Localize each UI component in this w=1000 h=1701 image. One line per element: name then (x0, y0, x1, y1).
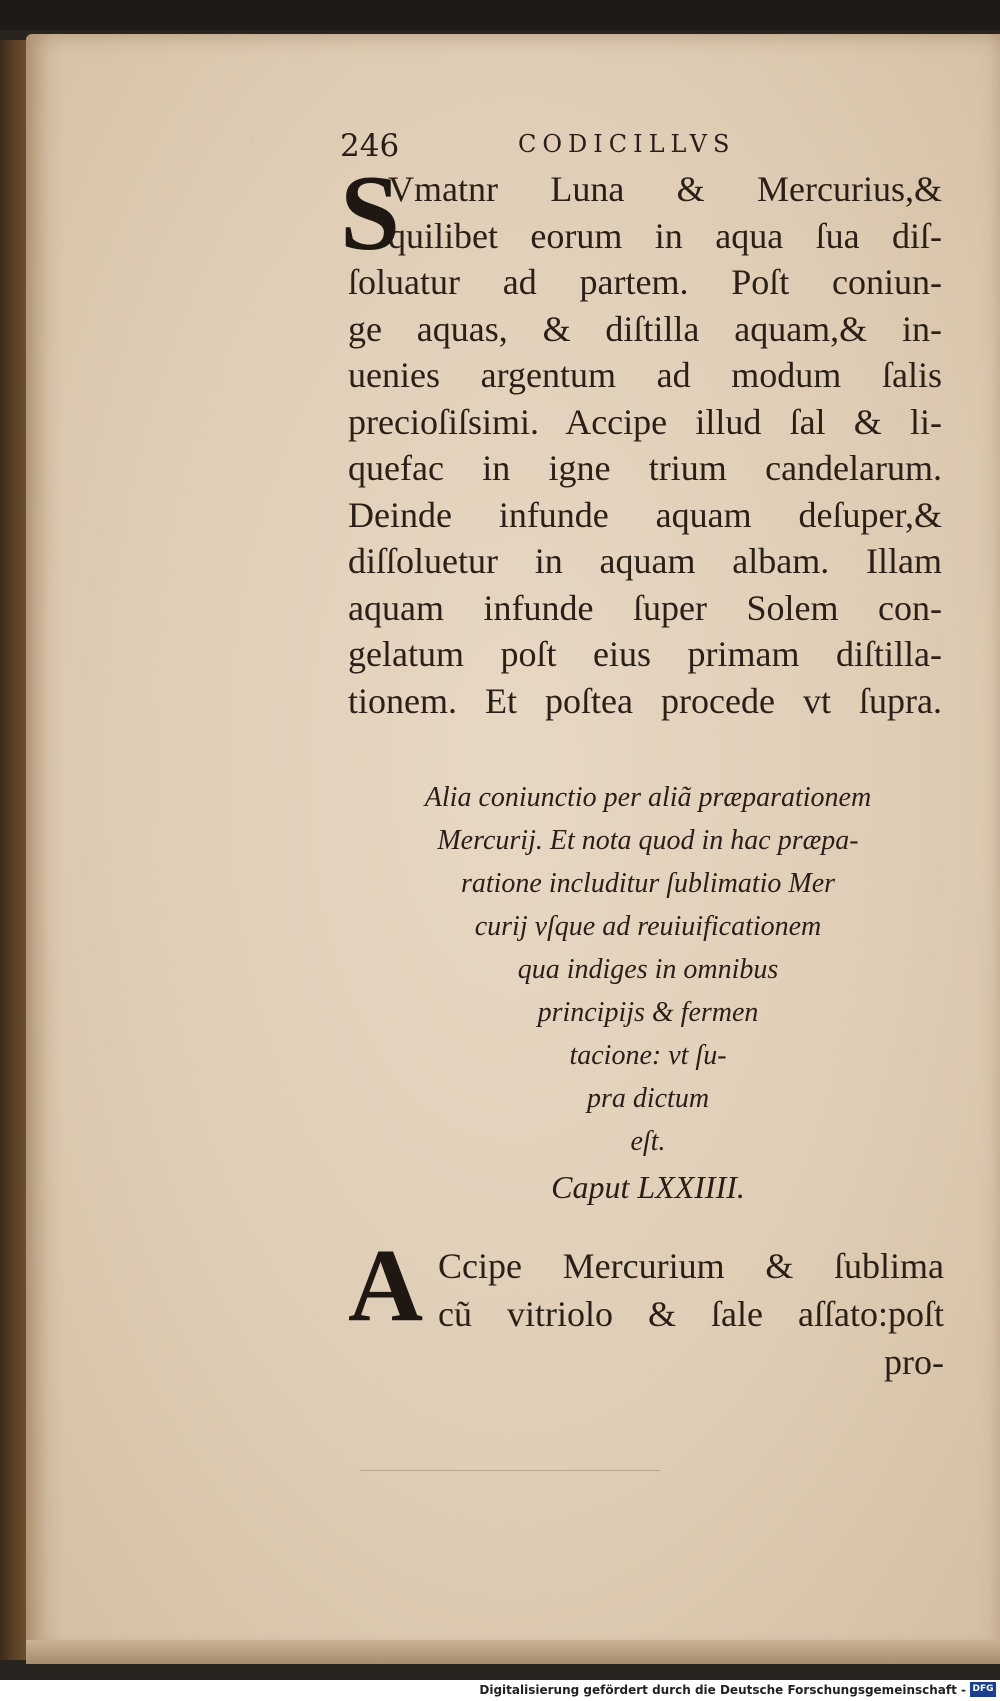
body-paragraph (340, 154, 942, 724)
text-line: Deinde infunde aquam deſuper,& (348, 494, 942, 535)
page-header (340, 124, 940, 164)
text-line: tionem. Et poſtea procede vt ſupra. (348, 680, 942, 721)
scan-background-top (0, 0, 1000, 30)
text-line: ge aquas, & diſtilla aquam,& in- (348, 308, 942, 349)
heading-line: Mercurij. Et nota quod in hac præpa- (437, 825, 859, 856)
heading-line: pra dictum (586, 1083, 710, 1114)
text-line: uenies argentum ad modum ſalis (348, 355, 942, 395)
heading-line: eſt. (630, 1126, 666, 1157)
heading-line: curij vſque ad reuiuificationem (474, 911, 822, 942)
chapter-heading (350, 776, 946, 1209)
heading-line: Alia coniunctio per aliã præparationem (424, 782, 872, 813)
text-line: precioſiſsimi. Accipe illud ſal & li- (348, 401, 942, 442)
dfg-logo: DFG (970, 1682, 996, 1697)
text-line: Vmatnr Luna & Mercurius,& (388, 169, 942, 209)
chapter-text (348, 1228, 944, 1386)
text-line: aquam infunde ſuper Solem con- (348, 587, 942, 628)
heading-line: qua indiges in omnibus (517, 954, 779, 985)
drop-cap-s: S (340, 154, 401, 273)
caput-number: Caput LXXIIII. (551, 1169, 745, 1205)
page-number: 246 (340, 128, 400, 164)
page-bottom-edge (26, 1640, 1000, 1664)
heading-line: ratione includitur ſublimatio Mer (460, 868, 836, 899)
text-line: quefac in igne trium candelarum. (348, 448, 942, 488)
heading-line: principijs & fermen (537, 997, 759, 1028)
running-head: CODICILLVS (518, 130, 736, 158)
text-line: ſoluatur ad partem. Poſt coniun- (348, 262, 942, 302)
faint-bleed-mark (360, 1470, 660, 1471)
heading-line: tacione: vt ſu- (569, 1040, 727, 1071)
text-line: quilibet eorum in aqua ſua diſ- (388, 215, 942, 256)
text-line: diſſoluetur in aquam albam. Illam (348, 541, 942, 581)
footer-credit: Digitalisierung gefördert durch die Deutsche Forschungsgemeinschaft - (479, 1683, 966, 1697)
text-line: cũ vitriolo & ſale aſſato:poſt (438, 1294, 944, 1334)
text-line: gelatum poſt eius primam diſtilla- (348, 634, 942, 674)
catchword: pro- (884, 1342, 944, 1382)
text-line: Ccipe Mercurium & ſublima (438, 1246, 944, 1286)
drop-cap-a: A (348, 1228, 424, 1343)
